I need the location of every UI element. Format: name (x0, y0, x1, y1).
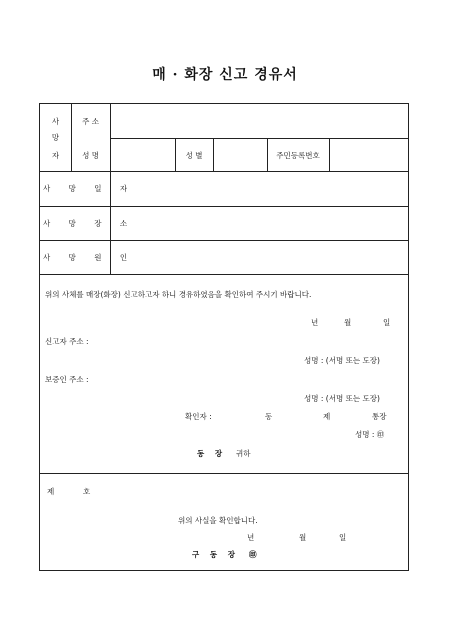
guarantor-address-label: 보증인 주소 : (45, 375, 89, 384)
divider (110, 138, 409, 139)
divider (40, 240, 409, 241)
bottom-day: 일 (339, 533, 347, 542)
date-month: 월 (344, 318, 352, 327)
side-label: 사 (51, 117, 60, 126)
recipient-suffix: 귀하 (236, 449, 251, 458)
name-label: 성 명 (82, 151, 99, 160)
recipient-title: 동 장 (197, 449, 227, 458)
doc-number-suffix: 호 (83, 487, 91, 496)
confirmer-label: 확인자 : (185, 412, 212, 421)
date-year: 년 (311, 318, 319, 327)
bottom-month: 월 (299, 533, 307, 542)
divider (71, 104, 72, 171)
divider (40, 473, 409, 474)
report-form (39, 103, 409, 571)
divider (213, 138, 214, 171)
statement-text: 위의 사체를 매장(화장) 신고하고자 하니 경유하였음을 확인하여 주시기 바랍니다. (45, 290, 312, 299)
death-cause-label: 사 망 원 인 (43, 253, 136, 262)
seal-name: 성명 : ㊞ (355, 430, 385, 439)
doc-number-prefix: 제 (47, 487, 55, 496)
confirmer-dong: 동 (265, 412, 273, 421)
divider (40, 274, 409, 275)
divider (40, 206, 409, 207)
death-place-label: 사 망 장 소 (43, 219, 136, 228)
address-label: 주 소 (82, 117, 99, 126)
seal-mark: ㊞ (249, 550, 257, 559)
reporter-signature-note: 성명 : (서명 또는 도장) (304, 356, 380, 365)
page-title: 매 · 화장 신고 경유서 (152, 67, 298, 83)
side-label: 자 (51, 151, 60, 160)
id-number-label: 주민등록번호 (276, 151, 320, 160)
side-label: 망 (51, 133, 60, 142)
district-chief: 구 동 장 (192, 550, 239, 559)
gender-label: 성 별 (185, 151, 203, 160)
guarantor-signature-note: 성명 : (서명 또는 도장) (304, 394, 380, 403)
confirm-text: 위의 사실을 확인합니다. (178, 516, 258, 525)
death-date-label: 사 망 일 자 (43, 184, 136, 193)
divider (40, 171, 409, 172)
confirmer-je: 제 (323, 412, 331, 421)
bottom-year: 년 (247, 533, 255, 542)
reporter-address-label: 신고자 주소 : (45, 337, 89, 346)
date-day: 일 (383, 318, 391, 327)
divider (329, 138, 330, 171)
confirmer-tong-chief: 통장 (372, 412, 387, 421)
